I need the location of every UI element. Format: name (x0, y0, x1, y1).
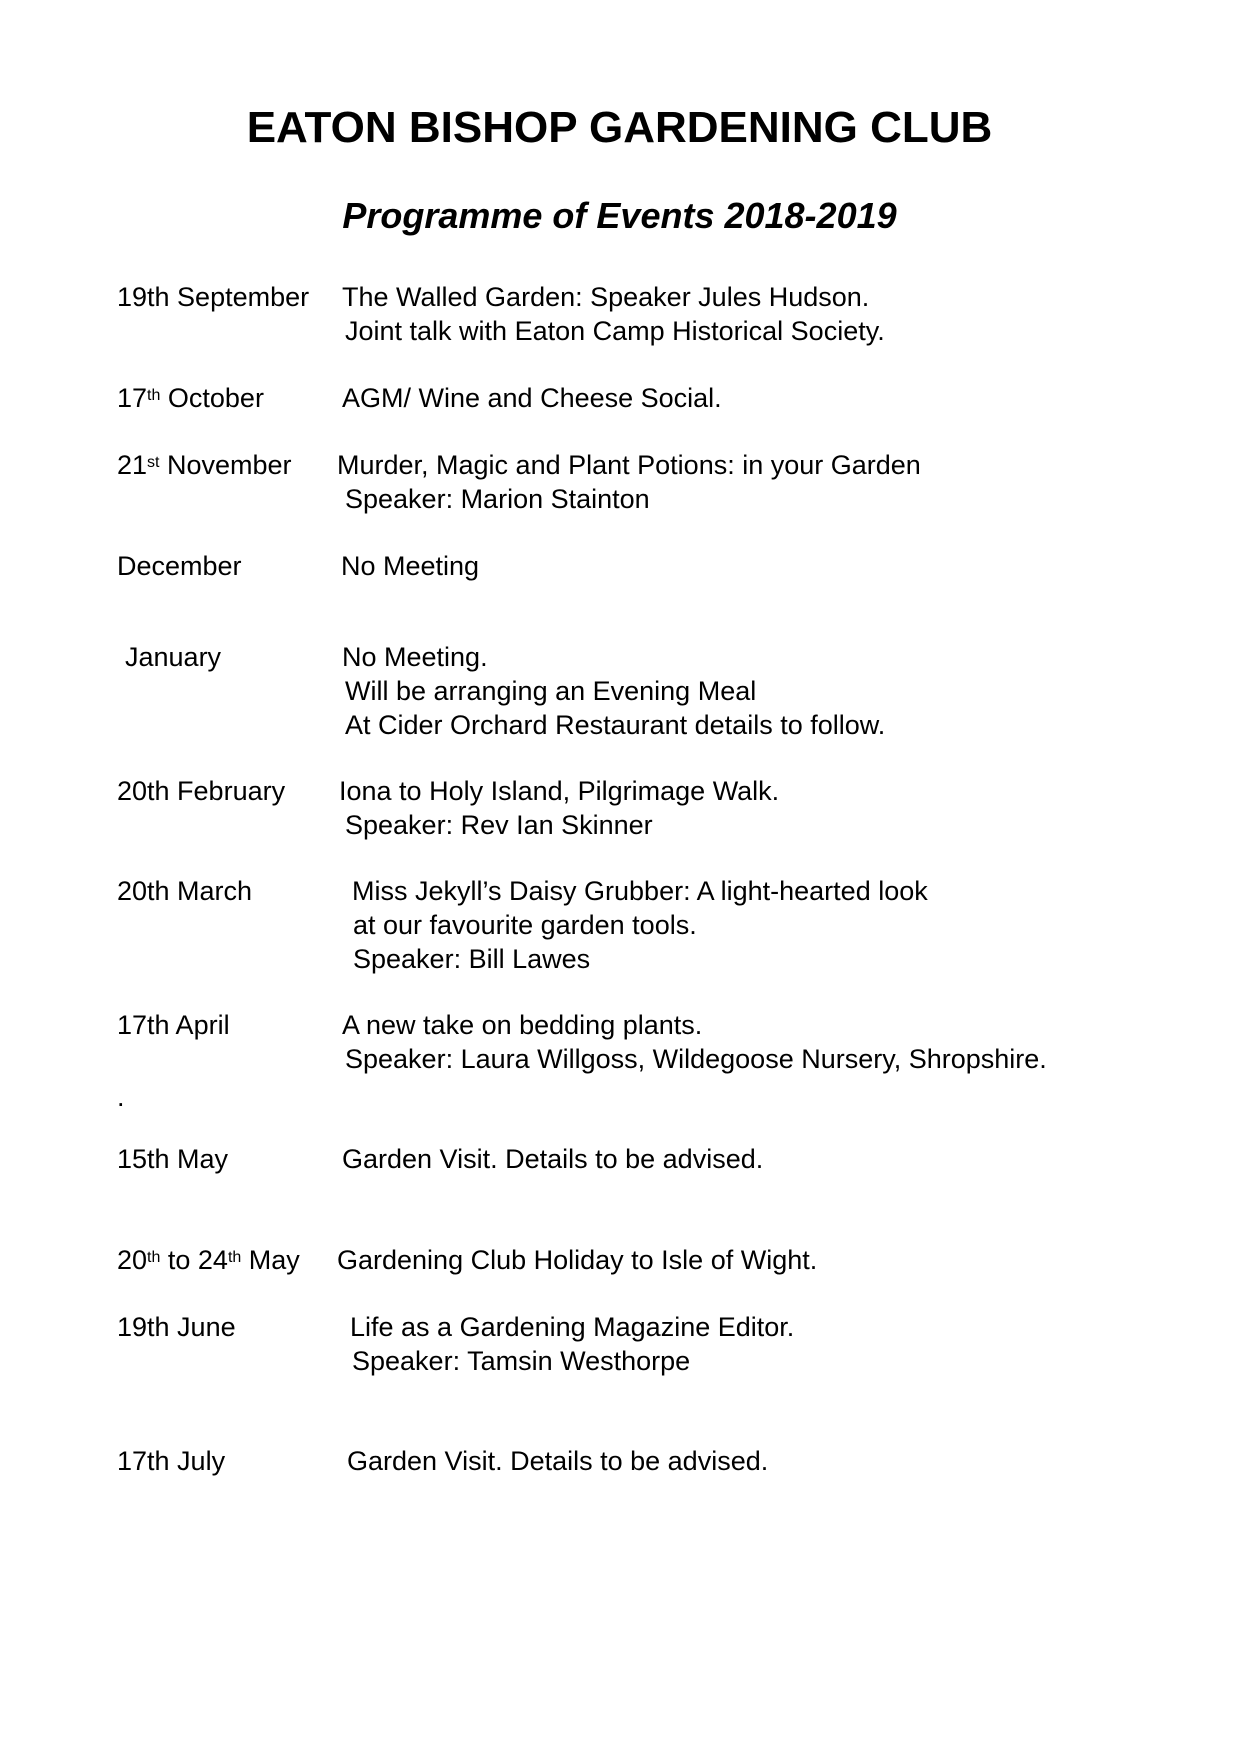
event-detail-line: A new take on bedding plants. (342, 1010, 703, 1040)
event-date: 17th July (117, 1446, 226, 1476)
event-detail-line: Speaker: Marion Stainton (345, 484, 650, 514)
event-detail-line: Speaker: Laura Willgoss, Wildegoose Nursery, Shropshire. (345, 1044, 1047, 1074)
event-detail-line: No Meeting (341, 551, 480, 581)
event-date: 17th April (117, 1010, 230, 1040)
event-details (347, 1444, 768, 1478)
event-date: 19th September (117, 282, 310, 312)
event-detail-line: At Cider Orchard Restaurant details to follow. (345, 710, 886, 740)
event-details (342, 280, 885, 348)
event-detail-line: Gardening Club Holiday to Isle of Wight. (337, 1245, 818, 1275)
event-detail-line: at our favourite garden tools. (353, 910, 697, 940)
event-detail-line: Garden Visit. Details to be advised. (347, 1446, 769, 1476)
event-detail-line: No Meeting. (342, 642, 488, 672)
event-detail-line: Speaker: Tamsin Westhorpe (352, 1346, 691, 1376)
stray-mark: . (117, 1082, 125, 1112)
event-details (342, 381, 722, 415)
event-detail-line: Joint talk with Eaton Camp Historical Society. (345, 316, 885, 346)
event-details (350, 1310, 794, 1378)
event-detail-line: AGM/ Wine and Cheese Social. (342, 383, 722, 413)
event-details (337, 1243, 817, 1277)
event-date: 15th May (117, 1144, 229, 1174)
event-detail-line: The Walled Garden: Speaker Jules Hudson. (342, 282, 870, 312)
event-details (341, 549, 479, 583)
event-date: December (117, 551, 242, 581)
event-date: January (125, 642, 222, 672)
event-details (342, 1142, 763, 1176)
event-date: 20th to 24th May (117, 1245, 300, 1275)
event-detail-line: Murder, Magic and Plant Potions: in your Garden (337, 450, 921, 480)
event-detail-line: Speaker: Rev Ian Skinner (345, 810, 653, 840)
event-date: 20th March (117, 876, 253, 906)
page-title: EATON BISHOP GARDENING CLUB (246, 103, 993, 152)
event-date: 17th October (117, 383, 264, 413)
event-details (339, 774, 779, 842)
event-details (352, 874, 928, 976)
event-date: 19th June (117, 1312, 236, 1342)
event-details (337, 448, 921, 516)
event-detail-line: Garden Visit. Details to be advised. (342, 1144, 764, 1174)
event-date: 20th February (117, 776, 286, 806)
event-detail-line: Iona to Holy Island, Pilgrimage Walk. (339, 776, 780, 806)
event-date: 21st November (117, 450, 292, 480)
event-detail-line: Life as a Gardening Magazine Editor. (350, 1312, 795, 1342)
event-details (342, 1008, 1047, 1076)
event-detail-line: Miss Jekyll’s Daisy Grubber: A light-hearted look (352, 876, 928, 906)
event-detail-line: Speaker: Bill Lawes (353, 944, 591, 974)
event-detail-line: Will be arranging an Evening Meal (345, 676, 757, 706)
page-subtitle: Programme of Events 2018-2019 (342, 195, 897, 236)
event-details (342, 640, 885, 742)
